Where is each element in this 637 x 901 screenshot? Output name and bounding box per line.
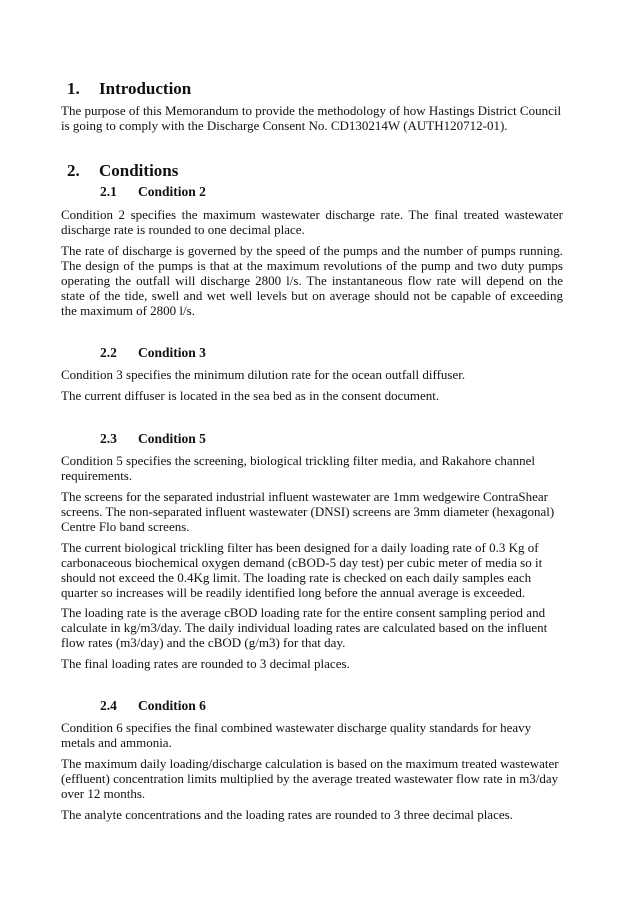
paragraph: Condition 6 specifies the final combined wastewater discharge quality standards for heavy metals and ammonia. [61,720,532,750]
section-2-heading [67,161,178,181]
subsection-number: 2.4 [100,698,117,713]
paragraph: The rate of discharge is governed by the speed of the pumps and the number of pumps running. The design of the pumps is that at the maximum revolutions of the pump and two duty pumps operating the outfall will discharge 2800 l/s. The instantaneous flow rate will depend on the state of the tide, swell and wet well levels but on average should not be capable of exceeding the maximum of 2800 l/s. [61,243,563,318]
paragraph: The current biological trickling filter has been designed for a daily loading rate of 0.3 Kg of carbonaceous biochemical oxygen demand (cBOD-5 day test) per cubic meter of media so it should not exceed the 0.4Kg limit. The loading rate is checked on each daily samples each quarter so increases will be readily identified long before the annual average is exceeded. [61,540,543,600]
paragraph: Condition 3 specifies the minimum dilution rate for the ocean outfall diffuser. [61,367,466,382]
paragraph: The final loading rates are rounded to 3 decimal places. [61,656,350,671]
subsection-2-4-heading [100,698,206,714]
paragraph: The screens for the separated industrial influent wastewater are 1mm wedgewire ContraShear screens. The non-separated influent wastewater (DNSI) screens are 3mm diameter (hexagonal) Centre Flo band screens. [61,489,555,534]
paragraph: Condition 5 specifies the screening, biological trickling filter media, and Rakahore channel requirements. [61,453,535,483]
section-number: 2. [67,161,80,180]
paragraph: Condition 2 specifies the maximum wastewater discharge rate. The final treated wastewater discharge rate is rounded to one decimal place. [61,207,563,237]
section-1-heading [67,79,191,99]
section-title: Introduction [99,79,192,98]
paragraph: The analyte concentrations and the loading rates are rounded to 3 three decimal places. [61,807,513,822]
paragraph: The purpose of this Memorandum to provide the methodology of how Hastings District Council is going to comply with the Discharge Consent No. CD130214W (AUTH120712-01). [61,103,562,133]
subsection-title: Condition 6 [138,698,206,713]
section-title: Conditions [99,161,179,180]
subsection-number: 2.1 [100,184,117,199]
subsection-title: Condition 2 [138,184,206,199]
paragraph: The current diffuser is located in the sea bed as in the consent document. [61,388,440,403]
subsection-2-3-heading [100,431,206,447]
subsection-2-2-heading [100,345,206,361]
section-number: 1. [67,79,80,98]
subsection-number: 2.3 [100,431,117,446]
paragraph: The loading rate is the average cBOD loading rate for the entire consent sampling period and calculate in kg/m3/day. The daily individual loading rates are calculated based on the influent flow rates (m3/day) and the cBOD (g/m3) for that day. [61,605,548,650]
paragraph: The maximum daily loading/discharge calculation is based on the maximum treated wastewater (effluent) concentration limits multiplied by the average treated wastewater flow rate in m3/day over 12 months. [61,756,559,801]
subsection-2-1-heading [100,184,206,200]
subsection-number: 2.2 [100,345,117,360]
subsection-title: Condition 3 [138,345,206,360]
subsection-title: Condition 5 [138,431,206,446]
